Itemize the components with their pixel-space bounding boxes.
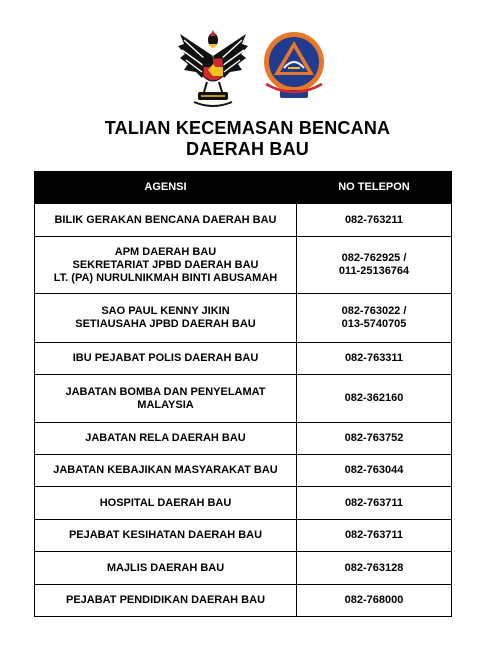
phone-cell: 082-763128 — [297, 552, 452, 585]
table-row — [35, 237, 452, 294]
table-row — [35, 520, 452, 552]
table-row — [35, 343, 452, 375]
phone-cell: 082-763711 — [297, 520, 452, 552]
table-row — [35, 552, 452, 585]
table-header-row — [35, 172, 452, 204]
table-row — [35, 204, 452, 237]
agency-cell: PEJABAT PENDIDIKAN DAERAH BAU — [35, 585, 297, 617]
agency-cell: IBU PEJABAT POLIS DAERAH BAU — [35, 343, 297, 375]
emergency-contacts-table — [34, 171, 452, 617]
agency-cell: PEJABAT KESIHATAN DAERAH BAU — [35, 520, 297, 552]
agency-cell: JABATAN RELA DAERAH BAU — [35, 423, 297, 455]
title-line-1: TALIAN KECEMASAN BENCANA — [104, 118, 391, 138]
table-row — [35, 487, 452, 520]
column-header-agency: AGENSI — [35, 172, 297, 204]
phone-cell: 082-768000 — [297, 585, 452, 617]
agency-cell: SAO PAUL KENNY JIKIN SETIAUSAHA JPBD DAERAH BAU — [35, 294, 297, 343]
page-title — [0, 118, 495, 160]
phone-cell: 082-763022 / 013-5740705 — [297, 294, 452, 343]
table-row — [35, 375, 452, 423]
phone-cell: 082-762925 / 011-25136764 — [297, 237, 452, 294]
table-row — [35, 455, 452, 487]
agency-cell: JABATAN BOMBA DAN PENYELAMAT MALAYSIA — [35, 375, 297, 423]
agency-cell: HOSPITAL DAERAH BAU — [35, 487, 297, 520]
table-row — [35, 294, 452, 343]
agency-cell: JABATAN KEBAJIKAN MASYARAKAT BAU — [35, 455, 297, 487]
title-line-2: DAERAH BAU — [186, 139, 309, 159]
column-header-phone: NO TELEPON — [297, 172, 452, 204]
agency-cell: BILIK GERAKAN BENCANA DAERAH BAU — [35, 204, 297, 237]
phone-cell: 082-763711 — [297, 487, 452, 520]
phone-cell: 082-362160 — [297, 375, 452, 423]
logo-bar — [0, 26, 495, 108]
civil-defence-emblem-icon — [262, 28, 326, 102]
table-row — [35, 585, 452, 617]
phone-cell: 082-763752 — [297, 423, 452, 455]
phone-cell: 082-763211 — [297, 204, 452, 237]
phone-cell: 082-763311 — [297, 343, 452, 375]
table-row — [35, 423, 452, 455]
agency-cell: APM DAERAH BAU SEKRETARIAT JPBD DAERAH BAU LT. (PA) NURULNIKMAH BINTI ABUSAMAH — [35, 237, 297, 294]
sarawak-coat-of-arms-icon — [176, 26, 250, 108]
phone-cell: 082-763044 — [297, 455, 452, 487]
agency-cell: MAJLIS DAERAH BAU — [35, 552, 297, 585]
